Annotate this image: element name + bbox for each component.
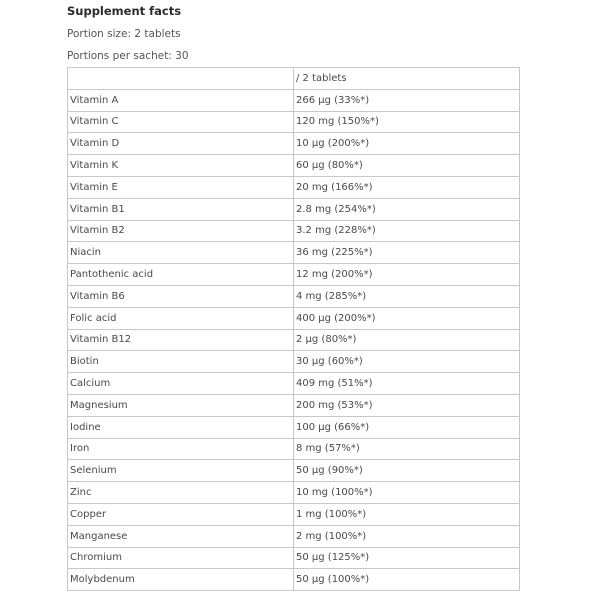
nutrient-amount: 1 mg (100%*)	[294, 503, 520, 525]
nutrient-name: Pantothenic acid	[68, 264, 294, 286]
nutrient-amount: 4 mg (285%*)	[294, 285, 520, 307]
nutrient-amount: 400 µg (200%*)	[294, 307, 520, 329]
nutrient-amount: 36 mg (225%*)	[294, 242, 520, 264]
table-row	[68, 438, 520, 460]
table-row	[68, 329, 520, 351]
nutrient-amount: 266 µg (33%*)	[294, 89, 520, 111]
page-title: Supplement facts	[67, 4, 182, 18]
table-row	[68, 503, 520, 525]
table-row	[68, 416, 520, 438]
nutrient-amount: 30 µg (60%*)	[294, 351, 520, 373]
nutrient-amount: 50 µg (90%*)	[294, 460, 520, 482]
table-row	[68, 394, 520, 416]
nutrient-name: Vitamin E	[68, 176, 294, 198]
table-row	[68, 307, 520, 329]
nutrient-name: Zinc	[68, 482, 294, 504]
header-nutrient	[68, 68, 294, 90]
nutrient-name: Manganese	[68, 525, 294, 547]
nutrient-amount: 8 mg (57%*)	[294, 438, 520, 460]
nutrient-name: Magnesium	[68, 394, 294, 416]
table-row	[68, 373, 520, 395]
nutrient-name: Iron	[68, 438, 294, 460]
nutrient-amount: 20 mg (166%*)	[294, 176, 520, 198]
table-row	[68, 176, 520, 198]
nutrient-amount: 10 mg (100%*)	[294, 482, 520, 504]
nutrient-amount: 2.8 mg (254%*)	[294, 198, 520, 220]
header-amount: / 2 tablets	[294, 68, 520, 90]
nutrient-name: Molybdenum	[68, 569, 294, 591]
nutrient-name: Vitamin B1	[68, 198, 294, 220]
nutrient-name: Vitamin B2	[68, 220, 294, 242]
nutrient-name: Iodine	[68, 416, 294, 438]
nutrient-name: Vitamin C	[68, 111, 294, 133]
nutrient-amount: 2 mg (100%*)	[294, 525, 520, 547]
nutrient-amount: 50 µg (125%*)	[294, 547, 520, 569]
nutrient-name: Vitamin B6	[68, 285, 294, 307]
table-row	[68, 155, 520, 177]
nutrient-name: Vitamin K	[68, 155, 294, 177]
table-row	[68, 198, 520, 220]
table-body	[68, 89, 520, 590]
nutrient-amount: 50 µg (100%*)	[294, 569, 520, 591]
nutrient-name: Folic acid	[68, 307, 294, 329]
nutrient-name: Vitamin A	[68, 89, 294, 111]
nutrient-name: Vitamin D	[68, 133, 294, 155]
nutrient-amount: 12 mg (200%*)	[294, 264, 520, 286]
nutrient-name: Chromium	[68, 547, 294, 569]
nutrient-name: Copper	[68, 503, 294, 525]
nutrient-amount: 60 µg (80%*)	[294, 155, 520, 177]
table-header-row	[68, 68, 520, 90]
nutrient-amount: 10 µg (200%*)	[294, 133, 520, 155]
portion-size: Portion size: 2 tablets	[67, 28, 181, 40]
supplement-facts-table	[67, 67, 520, 591]
table-row	[68, 460, 520, 482]
table-row	[68, 285, 520, 307]
table-row	[68, 569, 520, 591]
table-row	[68, 89, 520, 111]
table-row	[68, 111, 520, 133]
nutrient-name: Vitamin B12	[68, 329, 294, 351]
nutrient-name: Niacin	[68, 242, 294, 264]
nutrient-amount: 2 µg (80%*)	[294, 329, 520, 351]
nutrient-amount: 3.2 mg (228%*)	[294, 220, 520, 242]
table-row	[68, 264, 520, 286]
nutrient-name: Selenium	[68, 460, 294, 482]
nutrient-amount: 200 mg (53%*)	[294, 394, 520, 416]
nutrient-amount: 409 mg (51%*)	[294, 373, 520, 395]
nutrient-name: Calcium	[68, 373, 294, 395]
table-row	[68, 242, 520, 264]
nutrient-name: Biotin	[68, 351, 294, 373]
table-row	[68, 133, 520, 155]
nutrient-amount: 100 µg (66%*)	[294, 416, 520, 438]
table-row	[68, 547, 520, 569]
table-row	[68, 351, 520, 373]
portions-per-sachet: Portions per sachet: 30	[67, 50, 189, 62]
nutrient-amount: 120 mg (150%*)	[294, 111, 520, 133]
table-row	[68, 525, 520, 547]
table-row	[68, 220, 520, 242]
table-row	[68, 482, 520, 504]
